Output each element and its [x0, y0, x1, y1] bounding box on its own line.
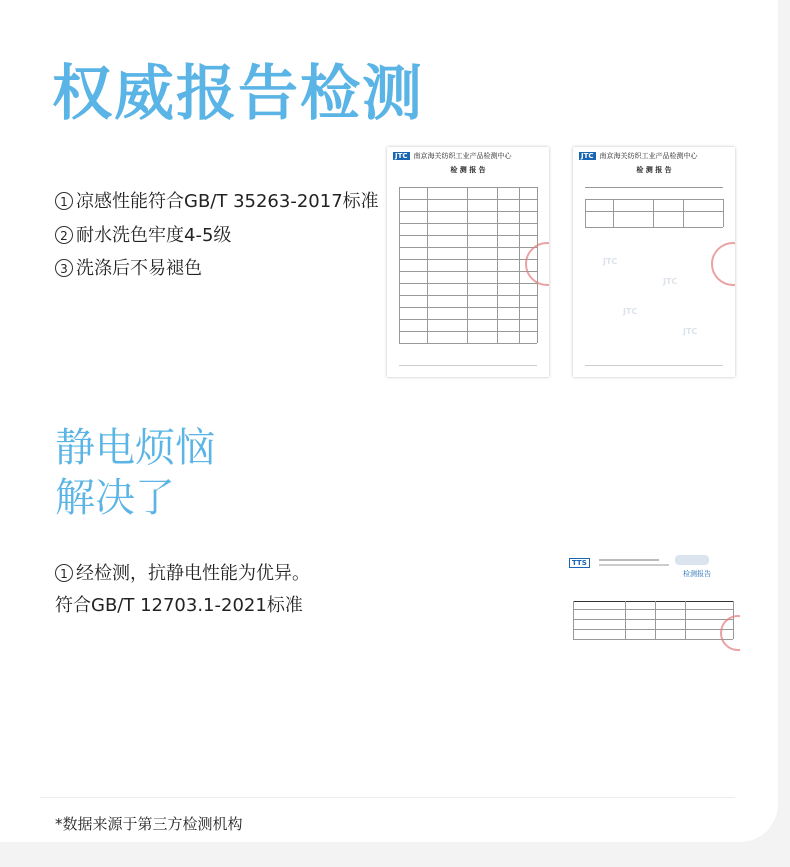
feature-standard: 符合GB/T 12703.1-2021标准 [55, 595, 303, 616]
feature-antistatic [55, 562, 310, 586]
feature-no-fade [55, 257, 202, 281]
footer-note: *数据来源于第三方检测机构 [55, 815, 243, 833]
test-report-image-3 [565, 553, 740, 653]
jtc-logo: JTC [581, 152, 594, 160]
circled-number: 3 [55, 259, 73, 277]
circled-number: 2 [55, 226, 73, 244]
feature-text: 凉感性能符合GB/T 35263-2017标准 [76, 191, 379, 212]
section-title-authority: 权威报告检测 [52, 59, 424, 129]
red-seal-icon [720, 615, 740, 651]
divider [40, 797, 735, 798]
report-doc-title: 检 测 报 告 [450, 166, 486, 174]
jtc-logo: JTC [395, 152, 408, 160]
report-org: 南京海关纺织工业产品检测中心 [599, 152, 698, 160]
feature-text: 经检测，抗静电性能为优异。 [76, 563, 310, 584]
red-seal-icon [525, 242, 549, 286]
feature-cooling [55, 190, 379, 214]
cert-marks-icon [675, 555, 709, 565]
circled-number: 1 [55, 564, 73, 582]
report-org: 南京海关纺织工业产品检测中心 [413, 152, 512, 160]
feature-text: 耐水洗色牢度4-5级 [76, 225, 232, 246]
tts-logo: TTS [569, 558, 590, 568]
report-doc-title: 检测报告 [683, 570, 711, 578]
feature-colorfastness [55, 224, 231, 248]
feature-text: 洗涤后不易褪色 [76, 258, 202, 279]
red-seal-icon [711, 242, 735, 286]
section-title-static-line2: 解决了 [55, 475, 175, 521]
test-report-image-1 [387, 147, 549, 377]
circled-number: 1 [55, 192, 73, 210]
report-header [393, 151, 512, 161]
report-doc-title: 检 测 报 告 [636, 166, 672, 174]
section-title-static-line1: 静电烦恼 [55, 425, 215, 471]
test-report-image-2: JTC 南京海关纺织工业产品检测中心 检 测 报 告 JTC JTC JTC JTC [573, 147, 735, 377]
report-header [579, 151, 698, 161]
